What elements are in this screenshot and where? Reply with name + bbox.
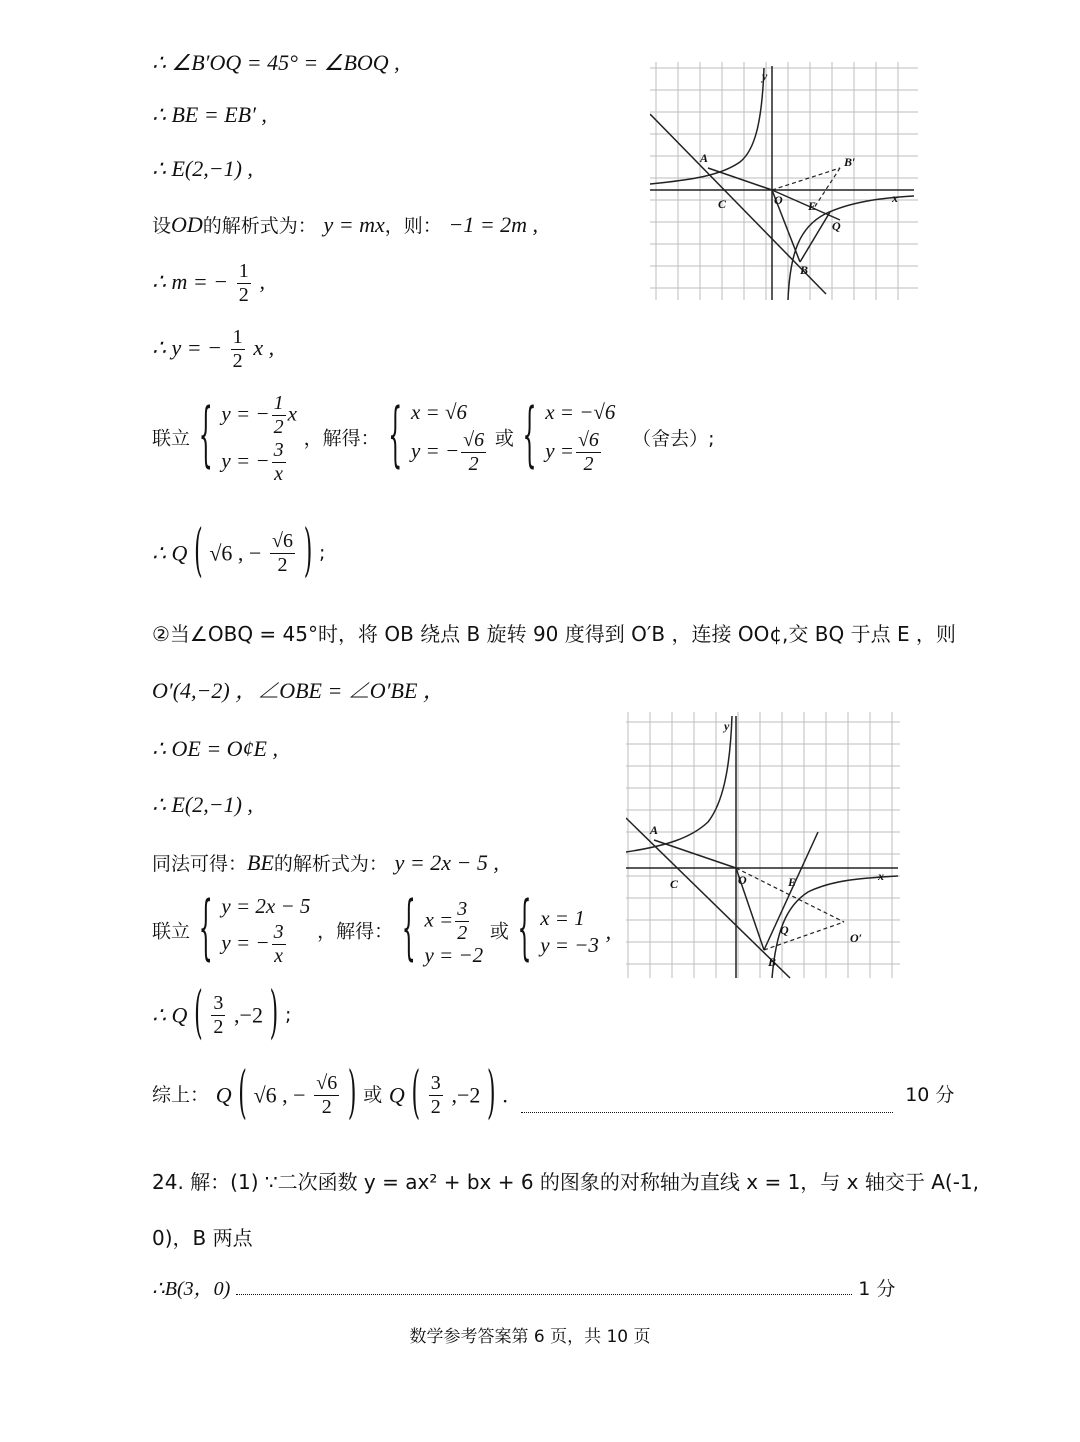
hyperbola-branch-right [788,196,914,300]
system-2 [221,896,310,968]
text-l10: O′(4,−2) ，∠OBE = ∠O′BE ， [152,678,445,703]
label-Q: Q [780,923,789,937]
system-2-row-2 [221,921,310,968]
left-brace: { [198,890,213,971]
text-l4b: OD [171,212,203,237]
dashed-OB-prime [772,168,840,190]
frac-den: 2 [321,1096,332,1118]
text-l12: ∴ E(2,−1) , [152,792,253,817]
text-l16a: 综上： [152,1084,210,1106]
fraction [231,326,245,373]
text-l16d: Q [388,1082,405,1108]
text-l16c: √6 , − [253,1082,306,1108]
text-l7r1a: x = √6 [410,400,467,424]
line-12 [152,794,253,816]
solution-2-row-2 [545,429,615,476]
line-17 [152,1172,979,1193]
frac-num: 1 [238,260,249,282]
solution-4 [540,908,599,956]
paren-open: ( [194,981,203,1047]
label-C: C [670,877,679,891]
frac-num: 1 [232,326,243,348]
text-l16e: ,−2 [451,1082,481,1108]
frac-num: 3 [273,439,284,461]
dotted-leader [236,1294,852,1295]
label-y: y [724,719,730,733]
paren-close: ) [269,981,279,1047]
score-1: 1 分 [858,1278,896,1300]
label-A: A [650,823,659,837]
text-l13b: BE [247,850,274,875]
text-l4a: 设 [152,215,172,237]
system-1 [221,392,297,486]
line-9 [152,624,956,645]
line-14 [152,890,612,971]
paren-open: ( [194,519,203,585]
dashed-Bprime-E [814,168,840,208]
text-or: 或 [489,920,509,943]
label-B: B [768,955,777,969]
text-l4f: −1 = 2m , [448,212,539,237]
grid [650,62,918,300]
paren-close: ) [487,1061,496,1127]
text-l15c: ; [284,1004,292,1026]
line-11 [152,738,278,760]
text-l6a: ∴ y = − [152,335,222,360]
solution-4-row-2 [540,935,599,956]
text-or: 或 [494,427,514,450]
line-13 [152,852,499,874]
text-l19a: ∴B(3，0) [152,1278,231,1300]
text-or: 或 [363,1084,383,1106]
frac-den: 2 [277,554,288,576]
line-1 [152,52,400,74]
text-l7b: ，解得： [303,427,380,450]
text-l8a: ∴ Q [152,540,188,566]
text-l14c: , [605,919,612,944]
label-O: O [738,873,747,887]
text-l7r2b: y = [545,438,574,463]
text-l7s1: y = − [221,401,270,426]
text-l14r2b: y = −3 [540,933,599,957]
frac-num: √6 [463,429,485,451]
text-l13c: 的解析式为： [273,853,388,875]
label-O-prime: O′ [850,931,863,945]
line-15 [152,981,292,1047]
left-brace: { [401,890,416,971]
line-7 [152,392,715,486]
score-10: 10 分 [905,1084,955,1106]
text-l11: ∴ OE = O¢E , [152,736,278,761]
solution-1 [411,402,488,476]
solution-1-row-2 [411,429,488,476]
frac-den: 2 [430,1096,441,1118]
line-3 [152,158,253,180]
text-l8c: ; [318,542,326,564]
system-1-row-1 [221,392,297,439]
line-10 [152,680,445,702]
text-l5b: , [259,269,265,294]
label-E: E [808,199,817,213]
left-brace: { [198,397,213,478]
frac-num: 1 [273,392,284,414]
page-footer [0,1322,1060,1347]
text-l14a: 联立 [152,920,191,943]
frac-num: 3 [273,921,284,943]
dotted-leader [521,1112,893,1113]
label-O: O [774,193,783,207]
solution-3 [424,898,483,966]
hyperbola-branch-left [650,68,764,184]
text-l7c: （舍去）; [632,427,715,450]
left-brace: { [517,890,532,971]
frac-num: 3 [430,1072,441,1094]
fraction [237,260,251,307]
segment-BQ [800,212,830,262]
system-1-row-2 [221,439,297,486]
text-l7r1b: y = − [410,438,460,463]
left-brace: { [522,397,537,478]
text-l4d: y = mx [323,212,385,237]
solution-1-row-1 [411,402,488,423]
frac-den: 2 [232,350,243,372]
text-l5a: ∴ m = − [152,269,229,294]
frac-num: √6 [272,530,294,552]
label-x: x [878,869,884,883]
text-l16b: Q [215,1082,232,1108]
text-l18: 0)，B 两点 [152,1226,253,1250]
figure-2 [626,712,900,980]
text-l4c: 的解析式为： [202,215,317,237]
text-l2: ∴ BE = EB′ , [152,102,267,127]
solution-2 [545,402,615,476]
text-l14r2a: x = 1 [540,906,585,930]
line-18 [152,1228,253,1249]
text-l15b: ,−2 [234,1002,263,1028]
label-Q: Q [832,219,841,233]
frac-den: 2 [583,453,594,475]
text-l7a: 联立 [152,427,191,450]
frac-num: 3 [213,992,224,1014]
text-l7s2: y = − [221,448,270,473]
text-l13a: 同法可得： [152,853,248,875]
frac-den: 2 [468,453,479,475]
line-19 [152,1278,895,1299]
text-l16f: . [502,1082,508,1108]
text-l8b: √6 , − [209,540,262,566]
label-x: x [892,191,898,205]
frac-den: 2 [273,416,284,438]
text-l6b: x , [253,335,275,360]
text-l14r1a: x = [424,907,454,932]
label-C: C [718,197,727,211]
solution-4-row-1 [540,908,599,929]
segment-AO [708,168,772,190]
line-8 [152,519,326,585]
paren-open: ( [411,1061,421,1127]
paren-close: ) [303,519,313,585]
paren-close: ) [347,1061,357,1127]
solution-2-row-1 [545,402,615,423]
line-16 [152,1061,955,1127]
line-4 [152,214,538,236]
paren-open: ( [238,1061,247,1127]
label-A: A [700,151,709,165]
text-l3: ∴ E(2,−1) , [152,156,253,181]
text-l1: ∴ ∠B′OQ = 45° = ∠BOQ , [152,50,400,75]
solution-3-row-1 [424,898,483,945]
text-l17: 24. 解：(1) ∵二次函数 y = ax² + bx + 6 的图象的对称轴为直线 x = 1，与 x 轴交于 A(-1, [152,1170,979,1194]
line-5 [152,260,265,307]
label-B-prime: B′ [844,155,856,169]
label-B: B [800,263,809,277]
solution-3-row-2 [424,945,483,966]
label-E: E [788,875,797,889]
figure-1 [650,62,918,302]
frac-den: 2 [238,284,249,306]
text-l14s1: y = 2x − 5 [221,894,311,918]
frac-num: 3 [457,898,468,920]
frac-den: 2 [457,922,468,944]
text-l13d: y = 2x − 5 , [394,850,499,875]
left-brace: { [388,397,403,478]
text-l7r2a: x = −√6 [545,400,616,424]
frac-num: √6 [316,1072,338,1094]
line-6 [152,326,274,373]
system-2-row-1 [221,896,310,917]
text-l14b: ，解得： [317,920,394,943]
footer-text: 数学参考答案第 6 页，共 10 页 [409,1327,651,1347]
text-l7s1x: x [287,401,297,426]
label-y: y [762,69,768,83]
line-2 [152,104,267,126]
frac-den: x [274,463,283,485]
frac-den: 2 [213,1016,224,1038]
frac-den: x [274,945,283,967]
text-l9: ②当∠OBQ = 45°时，将 OB 绕点 B 旋转 90 度得到 O′B ，连接 OO¢,交 BQ 于点 E ，则 [152,622,956,646]
text-l14s2: y = − [221,930,270,955]
frac-num: √6 [577,429,599,451]
text-l14r1b: y = −2 [424,943,484,967]
text-l4e: ，则： [384,215,442,237]
text-l15a: ∴ Q [152,1002,188,1028]
